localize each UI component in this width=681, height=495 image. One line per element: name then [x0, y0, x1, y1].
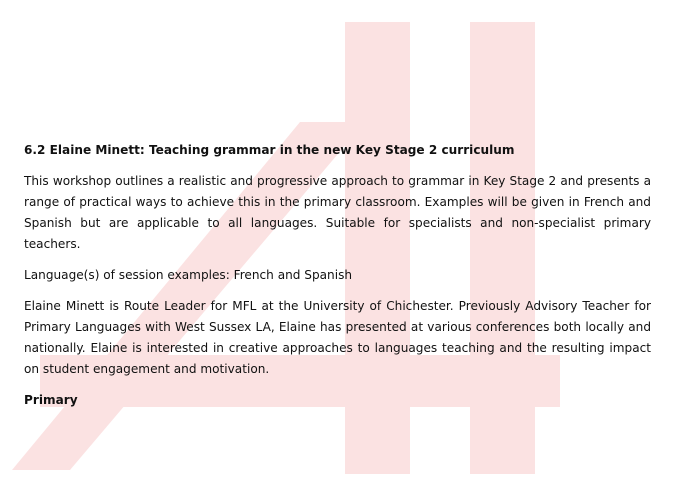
session-languages: Language(s) of session examples: French and Spanish	[24, 268, 353, 282]
presenter-bio: Elaine Minett is Route Leader for MFL at the University of Chichester. Previously Advisory Teacher for Primary Languages with West Sussex LA, Elaine has presented at various conferences both locally and nationally. Elaine is interested in creative approaches to languages teaching and the resulting impact on student engagement and motivation.	[24, 299, 651, 376]
section-heading: 6.2 Elaine Minett: Teaching grammar in the new Key Stage 2 curriculum	[24, 143, 515, 157]
document-body	[24, 140, 651, 411]
audience-level: Primary	[24, 393, 78, 407]
session-description: This workshop outlines a realistic and progressive approach to grammar in Key Stage 2 and presents a range of practical ways to achieve this in the primary classroom. Examples will be given in French and Spanish but are applicable to all languages. Suitable for specialists and non-specialist primary teachers.	[24, 174, 651, 251]
